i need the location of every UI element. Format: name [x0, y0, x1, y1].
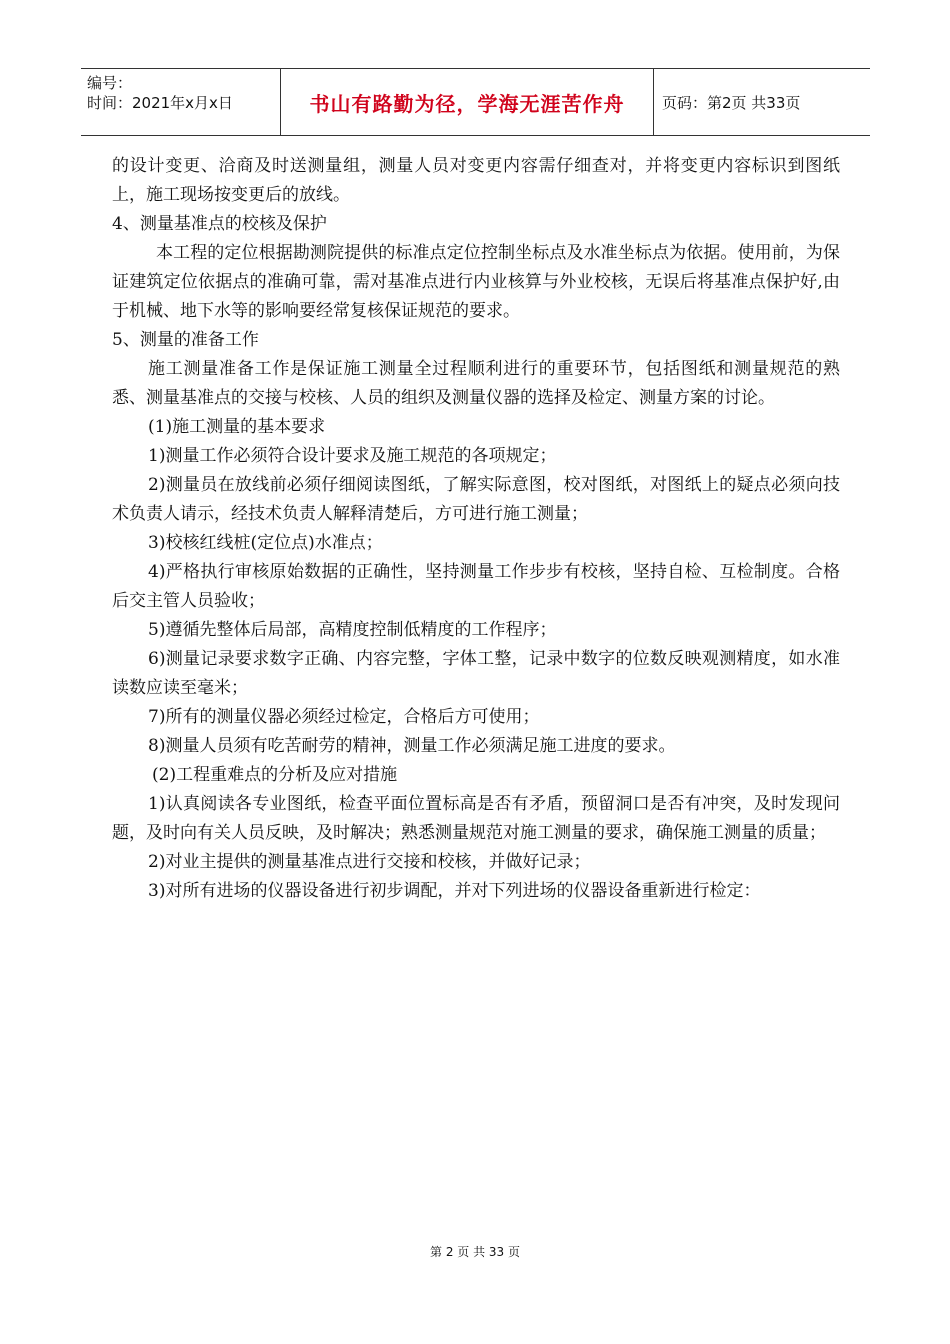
list-item: 2)对业主提供的测量基准点进行交接和校核，并做好记录；	[148, 852, 591, 872]
paragraph: 施工测量准备工作是保证施工测量全过程顺利进行的重要环节，包括图纸和测量规范的熟悉、测量基准点的交接与校核、人员的组织及测量仪器的选择及检定、测量方案的讨论。	[112, 359, 840, 408]
section-heading: 5、测量的准备工作	[112, 330, 259, 350]
doc-number-label: 编号：	[87, 74, 133, 92]
list-item: 5)遵循先整体后局部，高精度控制低精度的工作程序；	[148, 620, 557, 640]
paragraph: 本工程的定位根据勘测院提供的标准点定位控制坐标点及水准坐标点为依据。使用前，为保证建筑定位依据点的准确可靠，需对基准点进行内业核算与外业校核，无误后将基准点保护好,由于机械、地下水等的影响要经常复核保证规范的要求。	[112, 243, 840, 321]
section-heading: 4、测量基准点的校核及保护	[112, 214, 327, 234]
doc-date-label: 时间：2021年x月x日	[87, 94, 233, 112]
list-item: 3)校核红线桩(定位点)水准点；	[148, 533, 383, 553]
header-motto: 书山有路勤为径，学海无涯苦作舟	[281, 69, 654, 135]
list-item: 4)严格执行审核原始数据的正确性，坚持测量工作步步有校核，坚持自检、互检制度。合格后交主管人员验收；	[112, 562, 840, 611]
page-footer: 第 2 页 共 33 页	[430, 1245, 520, 1259]
header-meta	[81, 69, 281, 135]
subsection-heading: (1)施工测量的基本要求	[148, 417, 326, 437]
list-item: 8)测量人员须有吃苦耐劳的精神，测量工作必须满足施工进度的要求。	[148, 736, 676, 756]
paragraph-continuation: 的设计变更、洽商及时送测量组，测量人员对变更内容需仔细查对，并将变更内容标识到图纸上，施工现场按变更后的放线。	[112, 156, 840, 205]
document-body	[112, 152, 840, 906]
subsection-heading: (2)工程重难点的分析及应对措施	[152, 765, 398, 785]
page-header	[81, 68, 870, 136]
list-item: 7)所有的测量仪器必须经过检定，合格后方可使用；	[148, 707, 540, 727]
list-item: 1)认真阅读各专业图纸，检查平面位置标高是否有矛盾，预留洞口是否有冲突，及时发现问题，及时向有关人员反映，及时解决；熟悉测量规范对施工测量的要求，确保施工测量的质量；	[112, 794, 840, 843]
list-item: 6)测量记录要求数字正确、内容完整，字体工整，记录中数字的位数反映观测精度，如水准读数应读至毫米；	[112, 649, 840, 698]
list-item: 3)对所有进场的仪器设备进行初步调配，并对下列进场的仪器设备重新进行检定：	[148, 881, 761, 901]
header-page-info: 页码：第2页 共33页	[662, 93, 801, 112]
list-item: 2)测量员在放线前必须仔细阅读图纸，了解实际意图，校对图纸，对图纸上的疑点必须向技术负责人请示，经技术负责人解释清楚后，方可进行施工测量；	[112, 475, 840, 524]
list-item: 1)测量工作必须符合设计要求及施工规范的各项规定；	[148, 446, 557, 466]
